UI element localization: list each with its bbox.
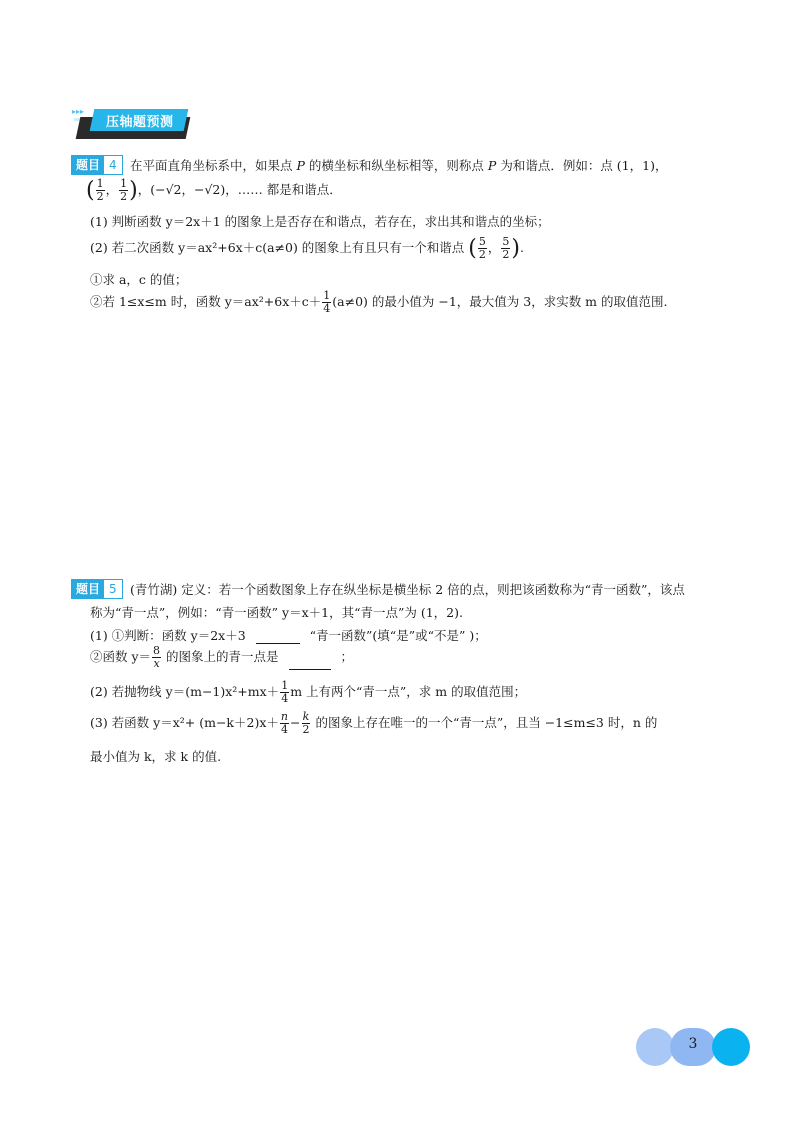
problem-tag-number: 5 <box>104 580 122 598</box>
problem-5-question-1: (1) ①判断：函数 y＝2x＋3 “青一函数”(填“是”或“不是” )； <box>90 628 487 643</box>
fraction-one-quarter: $\frac{1}{4}$ <box>281 679 289 705</box>
banner-arrows-decoration: ▸▸▸ <box>72 107 85 116</box>
answer-blank[interactable] <box>256 643 300 644</box>
badge-circle-right <box>712 1028 750 1066</box>
problem-5-question-2: (2) 若抛物线 y＝(m−1)x²+mx＋ $\frac{1}{4}$ m 上有两个“青一点”，求 m 的取值范围； <box>90 679 527 705</box>
problem-tag-number: 4 <box>104 156 122 174</box>
problem-5-intro-line-1: (青竹湖) 定义：若一个函数图象上存在纵坐标是横坐标 2 倍的点，则把该函数称为“青一函数”，该点 <box>130 582 685 597</box>
problem-4-examples: ( $\frac{1}{2}$ ， $\frac{1}{2}$ )，(−√2，−√2)，…… 都是和谐点． <box>86 177 342 203</box>
problem-5-intro-line-2: 称为“青一点”，例如：“青一函数” y＝x＋1，其“青一点”为 (1，2). <box>90 605 463 620</box>
fraction-one-quarter: $\frac{1}{4}$ <box>323 289 331 315</box>
fraction-one-half: $\frac{1}{2}$ <box>96 177 104 203</box>
problem-5-question-3-cont: 最小值为 k，求 k 的值. <box>90 749 222 764</box>
point-p: P <box>487 158 497 173</box>
fraction-one-half: $\frac{1}{2}$ <box>120 177 128 203</box>
intro-text: 在平面直角坐标系中，如果点 <box>130 158 293 173</box>
problem-4-question-1: (1) 判断函数 y＝2x＋1 的图象上是否存在和谐点，若存在，求出其和谐点的坐标； <box>90 214 550 229</box>
problem-5-tag <box>71 579 123 599</box>
fraction-five-halves: $\frac{5}{2}$ <box>478 235 486 261</box>
problem-4-question-2-2: ②若 1≤x≤m 时，函数 y＝ax²+6x＋c＋ $\frac{1}{4}$ (a≠0) 的最小值为 −1，最大值为 3，求实数 m 的取值范围. <box>90 289 668 315</box>
intro-text: 的横坐标和纵坐标相等，则称点 <box>308 158 484 173</box>
intro-text: 为和谐点．例如：点 (1，1)， <box>500 158 668 173</box>
problem-4-tag <box>71 155 123 175</box>
example-point-text: (−√2，−√2)，…… 都是和谐点． <box>150 182 342 197</box>
problem-tag-label: 题目 <box>72 156 104 174</box>
fraction-8-over-x: $\frac{8}{x}$ <box>153 644 161 670</box>
problem-4-question-2: (2) 若二次函数 y＝ax²+6x＋c(a≠0) 的图象上有且只有一个和谐点 ( $\frac{5}{2}$ ， $\frac{5}{2}$ ). <box>90 235 524 261</box>
point-p: P <box>296 158 305 173</box>
problem-5-question-1-2: ②函数 y＝ $\frac{8}{x}$ 的图象上的青一点是 ； <box>90 644 354 670</box>
badge-circle-left <box>636 1028 674 1066</box>
page-number: 3 <box>688 1036 698 1052</box>
fraction-n-over-4: $\frac{n}{4}$ <box>280 710 288 736</box>
answer-blank[interactable] <box>289 669 331 670</box>
problem-4-intro <box>130 156 667 174</box>
fraction-k-over-2: $\frac{k}{2}$ <box>302 710 310 736</box>
section-title: 压轴题预测 <box>106 115 174 130</box>
problem-5-question-3: (3) 若函数 y＝x²+ (m−k＋2)x＋ $\frac{n}{4}$ − $\frac{k}{2}$ 的图象上存在唯一的一个“青一点”，且当 −1≤m≤3 时，n 的 <box>90 710 658 736</box>
problem-4-question-2-1: ①求 a，c 的值； <box>90 272 188 287</box>
fraction-five-halves: $\frac{5}{2}$ <box>502 235 510 261</box>
problem-tag-label: 题目 <box>72 580 104 598</box>
